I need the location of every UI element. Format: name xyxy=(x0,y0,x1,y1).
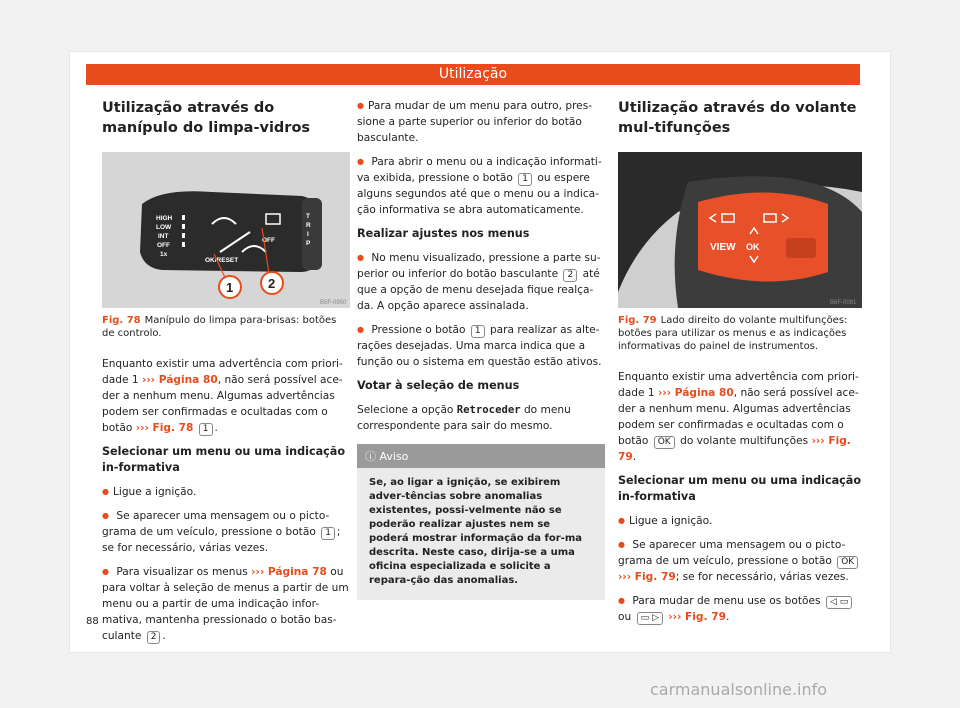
figure-caption xyxy=(618,314,862,353)
callout-1: 1 xyxy=(226,280,234,295)
left-menu-button-badge: ◁ ▭ xyxy=(826,596,852,609)
notice-header xyxy=(357,444,605,468)
bullet-highlight-option: ● No menu visualizado, pressione a parte su-perior ou inferior do botão basculante 2 até que a opção de menu desejada fique realça-da. A opção aparece assinalada. xyxy=(357,250,605,314)
bullet-apply-changes: ● Pressione o botão 1 para realizar as alte-rações desejadas. Uma marca indica que a função ou o sistema em questão estão ativos. xyxy=(357,322,605,370)
ok-button-badge: OK xyxy=(654,436,675,449)
section-header: Utilização xyxy=(86,64,860,85)
callout-2: 2 xyxy=(268,276,276,291)
lever-label-int: INT xyxy=(158,233,169,240)
figure-caption-text: Lado direito do volante multifunções: botões para utilizar os menus e as indicações informativas do painel de instrumentos. xyxy=(618,315,848,352)
button-badge: 1 xyxy=(199,423,213,436)
ok-reset-label: OK/RESET xyxy=(205,257,239,264)
subheading-return: Votar à seleção de menus xyxy=(357,379,520,392)
ok-button-label: OK xyxy=(746,242,760,252)
wiper-lever-figure xyxy=(102,152,350,308)
paragraph-priority: Enquanto existir uma advertência com priori-dade 1 ››› Página 80, não será possível ace-der a nenhum menu. Algumas advertências podem ser confirmadas e ocultadas com o botão ››› Fig. 78 1 . xyxy=(102,358,343,434)
lever-label-off: OFF xyxy=(157,242,170,249)
lever-label-low: LOW xyxy=(156,224,172,231)
figure-link[interactable]: ››› Fig. 78 xyxy=(135,422,194,434)
wiper-lever-illustration xyxy=(102,152,350,308)
notice-box xyxy=(357,444,605,600)
bullet-change-menu: ● Para mudar de um menu para outro, pres-sione a parte superior ou inferior do botão basculante. xyxy=(357,98,605,146)
paragraph-priority: Enquanto existir uma advertência com priori-dade 1 ››› Página 80, não será possível ace-der a nenhum menu. Algumas advertências podem ser confirmadas e ocultadas com o botão OK do volante multifunções ››› Fig. 79. xyxy=(618,371,859,463)
side-label-i: I xyxy=(307,231,309,238)
menu-option-retroceder: Retroceder xyxy=(456,404,521,416)
column-left xyxy=(102,98,350,652)
view-button-label: VIEW xyxy=(710,242,736,253)
subheading-select-menu: Selecionar um menu ou uma indicação in-formativa xyxy=(618,474,862,503)
section-heading: Utilização através do volante mul-tifunções xyxy=(618,100,857,136)
steering-wheel-figure xyxy=(618,152,862,308)
page-number: 88 xyxy=(86,616,99,627)
steering-wheel-illustration xyxy=(618,152,862,308)
column-middle xyxy=(357,98,605,600)
section-heading: Utilização através do manípulo do limpa-vidros xyxy=(102,100,311,136)
rear-off-label: OFF xyxy=(262,237,275,244)
side-label-t: T xyxy=(306,213,310,220)
subheading-adjust-menus: Realizar ajustes nos menus xyxy=(357,227,530,240)
page-link[interactable]: ››› Página 80 xyxy=(141,374,218,386)
side-label-r: R xyxy=(306,222,311,229)
bullet-view-menus: ● Para visualizar os menus ››› Página 78 ou para voltar à seleção de menus a partir de um menu ou a partir de uma indicação infor-mativa, mantenha pressionado o botão bas-culante 2 . xyxy=(102,564,350,644)
bullet-open-menu: ● Para abrir o menu ou a indicação informati-va exibida, pressione o botão 1 ou espere alguns segundos até que o menu ou a indica-ção informativa se abra automaticamente. xyxy=(357,154,605,218)
button-badge: 2 xyxy=(147,631,161,644)
bullet-ignition: ● Ligue a ignição. xyxy=(618,513,862,529)
figure-link[interactable]: ››› Fig. 79 xyxy=(668,611,726,623)
paragraph-return: Selecione a opção Retroceder do menu correspondente para sair do mesmo. xyxy=(357,404,571,432)
button-badge: 1 xyxy=(321,527,335,540)
bullet-ignition: ● Ligue a ignição. xyxy=(102,484,350,500)
button-badge: 1 xyxy=(518,173,532,186)
bullet-message: ● Se aparecer uma mensagem ou o picto-grama de um veículo, pressione o botão OK ››› Fig. 79; se for necessário, várias vezes. xyxy=(618,537,862,585)
right-menu-button-badge: ▭ ▷ xyxy=(637,612,663,625)
figure-label: Fig. 79 xyxy=(618,315,657,326)
figure-label: Fig. 78 xyxy=(102,315,141,326)
watermark: carmanualsonline.info xyxy=(650,680,828,699)
figure-link[interactable]: ››› Fig. 79 xyxy=(618,571,676,583)
figure-caption xyxy=(102,314,350,340)
figure-code: B6F-0091 xyxy=(830,300,857,306)
figure-link[interactable]: ››› Fig. 79 xyxy=(618,435,851,463)
notice-title: Aviso xyxy=(379,450,409,463)
column-right xyxy=(618,98,862,633)
ok-button-badge: OK xyxy=(837,556,858,569)
button-badge: 2 xyxy=(563,269,577,282)
figure-code: B5F-0950 xyxy=(320,300,347,306)
bullet-change-menu: ● Para mudar de menu use os botões ◁ ▭ ou ▭ ▷ ››› Fig. 79. xyxy=(618,593,862,625)
page-link[interactable]: ››› Página 80 xyxy=(657,387,734,399)
lever-label-1x: 1x xyxy=(160,251,168,258)
page-link[interactable]: ››› Página 78 xyxy=(251,566,327,578)
notice-body: Se, ao ligar a ignição, se exibirem adver-tências sobre anomalias existentes, possi-velmente não se poderão realizar ajustes nem se poderá mostrar informação da for-ma descrita. Neste caso, dirija-se a uma oficina especializada e solicite a repara-ção das anomalias. xyxy=(369,477,582,586)
button-badge: 1 xyxy=(471,325,485,338)
side-label-p: P xyxy=(306,240,311,247)
info-icon: ⓘ xyxy=(365,450,376,463)
figure-caption-text: Manípulo do limpa para-brisas: botões de controlo. xyxy=(102,315,337,339)
bullet-message: ● Se aparecer uma mensagem ou o picto-grama de um veículo, pressione o botão 1 ; se for necessário, várias vezes. xyxy=(102,508,350,556)
lever-label-high: HIGH xyxy=(156,215,173,222)
subheading-select-menu: Selecionar um menu ou uma indicação in-formativa xyxy=(102,445,346,474)
